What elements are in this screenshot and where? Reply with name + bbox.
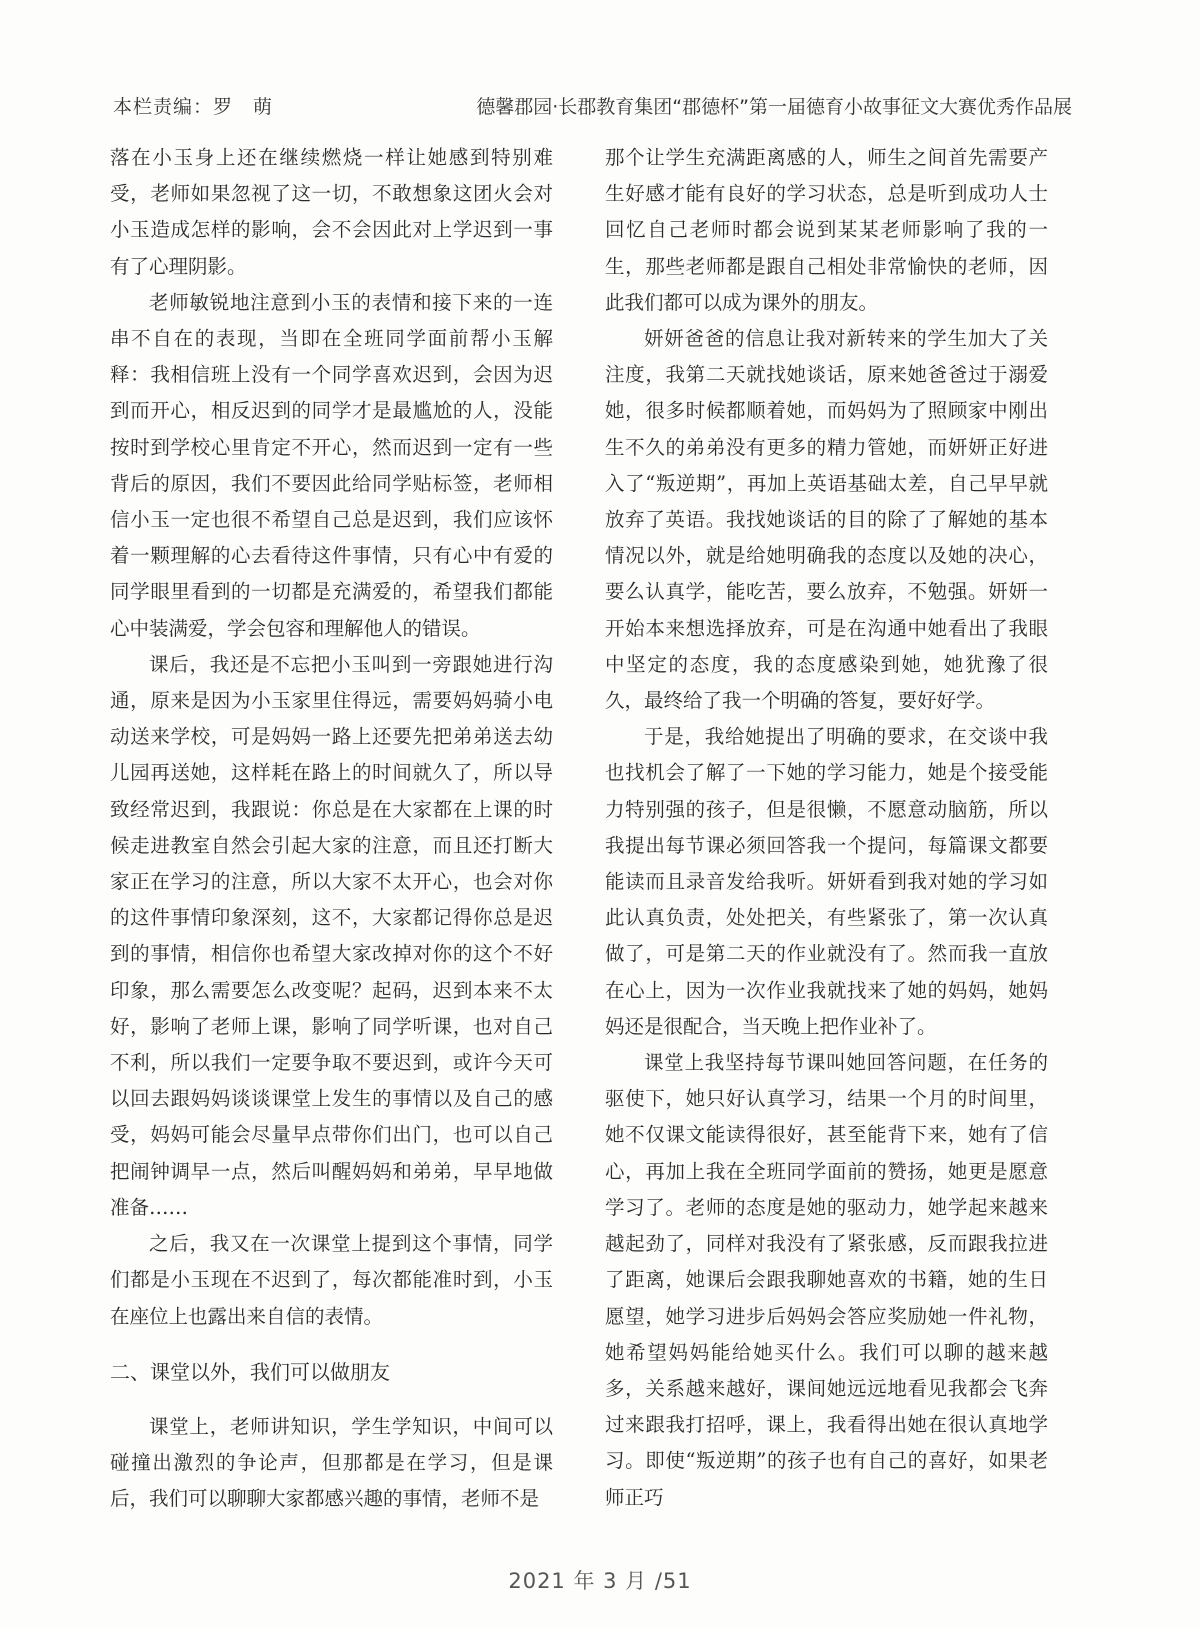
right-column xyxy=(605,140,1048,1516)
paragraph: 课堂上我坚持每节课叫她回答问题，在任务的驱使下，她只好认真学习，结果一个月的时间里，她不仅课文能读得很好，甚至能背下来，她有了信心，再加上我在全班同学面前的赞扬，她更是愿意学习了。老师的态度是她的驱动力，她学起来越来越起劲了，同样对我没有了紧张感，反而跟我拉进了距离，她课后会跟我聊她喜欢的书籍，她的生日愿望，她学习进步后妈妈会答应奖励她一件礼物，她希望妈妈能给她买什么。我们可以聊的越来越多，关系越来越好，课间她远远地看见我都会飞奔过来跟我打招呼，课上，我看得出她在很认真地学习。即使“叛逆期”的孩子也有自己的喜好，如果老师正巧 xyxy=(605,1051,1048,1509)
page-footer-date-number: 2021 年 3 月 /51 xyxy=(508,1569,692,1593)
paragraph: 于是，我给她提出了明确的要求，在交谈中我也找机会了解了一下她的学习能力，她是个接受能力特别强的孩子，但是很懒，不愿意动脑筋，所以我提出每节课必须回答我一个提问，每篇课文都要能读而且录音发给我听。妍妍看到我对她的学习如此认真负责，处处把关，有些紧张了，第一次认真做了，可是第二天的作业就没有了。然而我一直放在心上，因为一次作业我就找来了她的妈妈，她妈妈还是很配合，当天晚上把作业补了。 xyxy=(605,725,1048,1038)
column-editor-credit: 本栏责编：罗 萌 xyxy=(113,96,274,118)
paragraph: 课堂上，老师讲知识，学生学知识，中间可以碰撞出激烈的争论声，但那都是在学习，但是课后，我们可以聊聊大家都感兴趣的事情，老师不是 xyxy=(110,1414,553,1511)
left-column xyxy=(110,140,553,1517)
paragraph: 课后，我还是不忘把小玉叫到一旁跟她进行沟通，原来是因为小玉家里住得远，需要妈妈骑小电动送来学校，可是妈妈一路上还要先把弟弟送去幼儿园再送她，这样耗在路上的时间就久了，所以导致经常迟到，我跟说：你总是在大家都在上课的时候走进教室自然会引起大家的注意，而且还打断大家正在学习的注意，所以大家不太开心，也会对你的这件事情印象深刻，这不，大家都记得你总是迟到的事情，相信你也希望大家改掉对你的这个不好印象，那么需要怎么改变呢？起码，迟到本来不太好，影响了老师上课，影响了同学听课，也对自己不利，所以我们一定要争取不要迟到，或许今天可以回去跟妈妈谈谈课堂上发生的事情以及自己的感受，妈妈可能会尽量早点带你们出门，也可以自己把闹钟调早一点，然后叫醒妈妈和弟弟，早早地做准备…… xyxy=(110,652,553,1219)
paragraph: 落在小玉身上还在继续燃烧一样让她感到特别难受，老师如果忽视了这一切，不敢想象这团火会对小玉造成怎样的影响，会不会因此对上学迟到一事有了心理阴影。 xyxy=(110,146,553,278)
paragraph: 之后，我又在一次课堂上提到这个事情，同学们都是小玉现在不迟到了，每次都能准时到，小玉在座位上也露出来自信的表情。 xyxy=(110,1232,553,1328)
section-heading: 二、课堂以外，我们可以做朋友 xyxy=(110,1359,390,1384)
page-header xyxy=(0,0,1200,130)
paragraph: 妍妍爸爸的信息让我对新转来的学生加大了关注度，我第二天就找她谈话，原来她爸爸过于溺爱她，很多时候都顺着她，而妈妈为了照顾家中刚出生不久的弟弟没有更多的精力管她，而妍妍正好进入了“叛逆期”，再加上英语基础太差，自己早早就放弃了英语。我找她谈话的目的除了了解她的基本情况以外，就是给她明确我的态度以及她的决心，要么认真学，能吃苦，要么放弃，不勉强。妍妍一开始本来想选择放弃，可是在沟通中她看出了我眼中坚定的态度，我的态度感染到她，她犹豫了很久，最终给了我一个明确的答复，要好好学。 xyxy=(605,327,1048,713)
paragraph: 老师敏锐地注意到小玉的表情和接下来的一连串不自在的表现，当即在全班同学面前帮小玉解释：我相信班上没有一个同学喜欢迟到，会因为迟到而开心，相反迟到的同学才是最尴尬的人，没能按时到学校心里肯定不开心，然而迟到一定有一些背后的原因，我们不要因此给同学贴标签，老师相信小玉一定也很不希望自己总是迟到，我们应该怀着一颗理解的心去看待这件事情，只有心中有爱的同学眼里看到的一切都是充满爱的，希望我们都能心中装满爱，学会包容和理解他人的错误。 xyxy=(110,290,553,640)
paragraph: 那个让学生充满距离感的人，师生之间首先需要产生好感才能有良好的学习状态，总是听到成功人士回忆自己老师时都会说到某某老师影响了我的一生，那些老师都是跟自己相处非常愉快的老师，因此我们都可以成为课外的朋友。 xyxy=(605,146,1048,314)
series-title: 德馨郡园·长郡教育集团“郡德杯”第一届德育小故事征文大赛优秀作品展 xyxy=(476,96,1072,118)
